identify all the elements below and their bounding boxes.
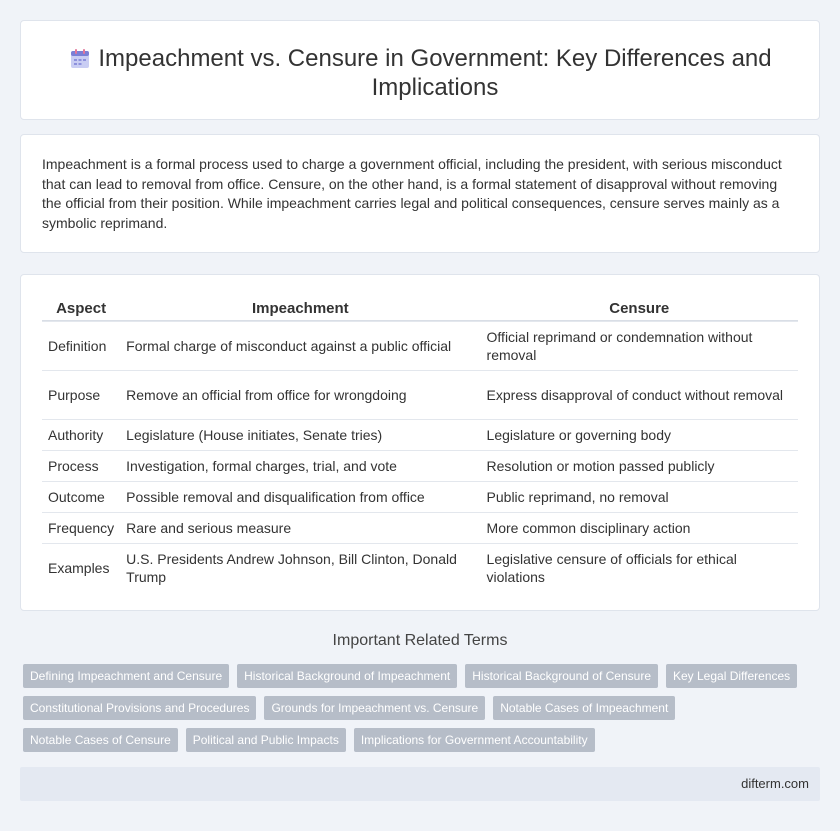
related-terms-title: Important Related Terms (332, 632, 508, 649)
related-term-tag[interactable]: Historical Background of Impeachment (237, 664, 457, 688)
related-term-tag[interactable]: Defining Impeachment and Censure (23, 664, 229, 688)
row-censure: Public reprimand, no removal (481, 481, 798, 512)
row-aspect: Outcome (42, 481, 120, 512)
table-row (42, 512, 798, 543)
table-row (42, 321, 798, 370)
table-row (42, 370, 798, 419)
related-term-tag[interactable]: Constitutional Provisions and Procedures (23, 696, 256, 720)
row-impeachment: U.S. Presidents Andrew Johnson, Bill Clinton, Donald Trump (120, 543, 480, 592)
header-censure: Censure (481, 296, 798, 321)
table-row (42, 543, 798, 592)
header-impeachment: Impeachment (120, 296, 480, 321)
footer (20, 767, 820, 801)
row-censure: Resolution or motion passed publicly (481, 450, 798, 481)
related-term-tag[interactable]: Implications for Government Accountability (354, 728, 595, 752)
header-aspect: Aspect (42, 296, 120, 321)
row-impeachment: Investigation, formal charges, trial, and vote (120, 450, 480, 481)
row-impeachment: Remove an official from office for wrongdoing (120, 370, 480, 419)
table-header-row (42, 296, 798, 321)
row-censure: Legislature or governing body (481, 419, 798, 450)
row-censure: Official reprimand or condemnation without removal (481, 321, 798, 370)
row-censure: More common disciplinary action (481, 512, 798, 543)
row-impeachment: Formal charge of misconduct against a public official (120, 321, 480, 370)
comparison-table-card (20, 274, 820, 611)
row-aspect: Authority (42, 419, 120, 450)
row-impeachment: Rare and serious measure (120, 512, 480, 543)
row-impeachment: Legislature (House initiates, Senate tries) (120, 419, 480, 450)
intro-card (20, 134, 820, 253)
related-term-tag[interactable]: Historical Background of Censure (465, 664, 658, 688)
table-row (42, 450, 798, 481)
comparison-table (42, 296, 798, 592)
related-term-tag[interactable]: Notable Cases of Impeachment (493, 696, 675, 720)
row-impeachment: Possible removal and disqualification from office (120, 481, 480, 512)
related-term-tag[interactable]: Key Legal Differences (666, 664, 797, 688)
related-terms-list (23, 664, 813, 760)
row-aspect: Examples (42, 543, 120, 592)
row-censure: Express disapproval of conduct without removal (481, 370, 798, 419)
row-censure: Legislative censure of officials for ethical violations (481, 543, 798, 592)
related-term-tag[interactable]: Grounds for Impeachment vs. Censure (264, 696, 485, 720)
row-aspect: Definition (42, 321, 120, 370)
intro-text: Impeachment is a formal process used to charge a government official, including the president, with serious misconduct that can lead to removal from office. Censure, on the other hand, is a formal statement of disapproval without removing the official from their position. While impeachment carries legal and political consequences, censure serves mainly as a symbolic reprimand. (42, 156, 782, 231)
related-term-tag[interactable]: Notable Cases of Censure (23, 728, 178, 752)
row-aspect: Purpose (42, 370, 120, 419)
page-title: Impeachment vs. Censure in Government: Key Differences and Implications (98, 45, 772, 101)
table-row (42, 481, 798, 512)
table-row (42, 419, 798, 450)
row-aspect: Process (42, 450, 120, 481)
related-term-tag[interactable]: Political and Public Impacts (186, 728, 346, 752)
row-aspect: Frequency (42, 512, 120, 543)
title-card (20, 20, 820, 120)
footer-site-link[interactable]: difterm.com (741, 776, 809, 791)
